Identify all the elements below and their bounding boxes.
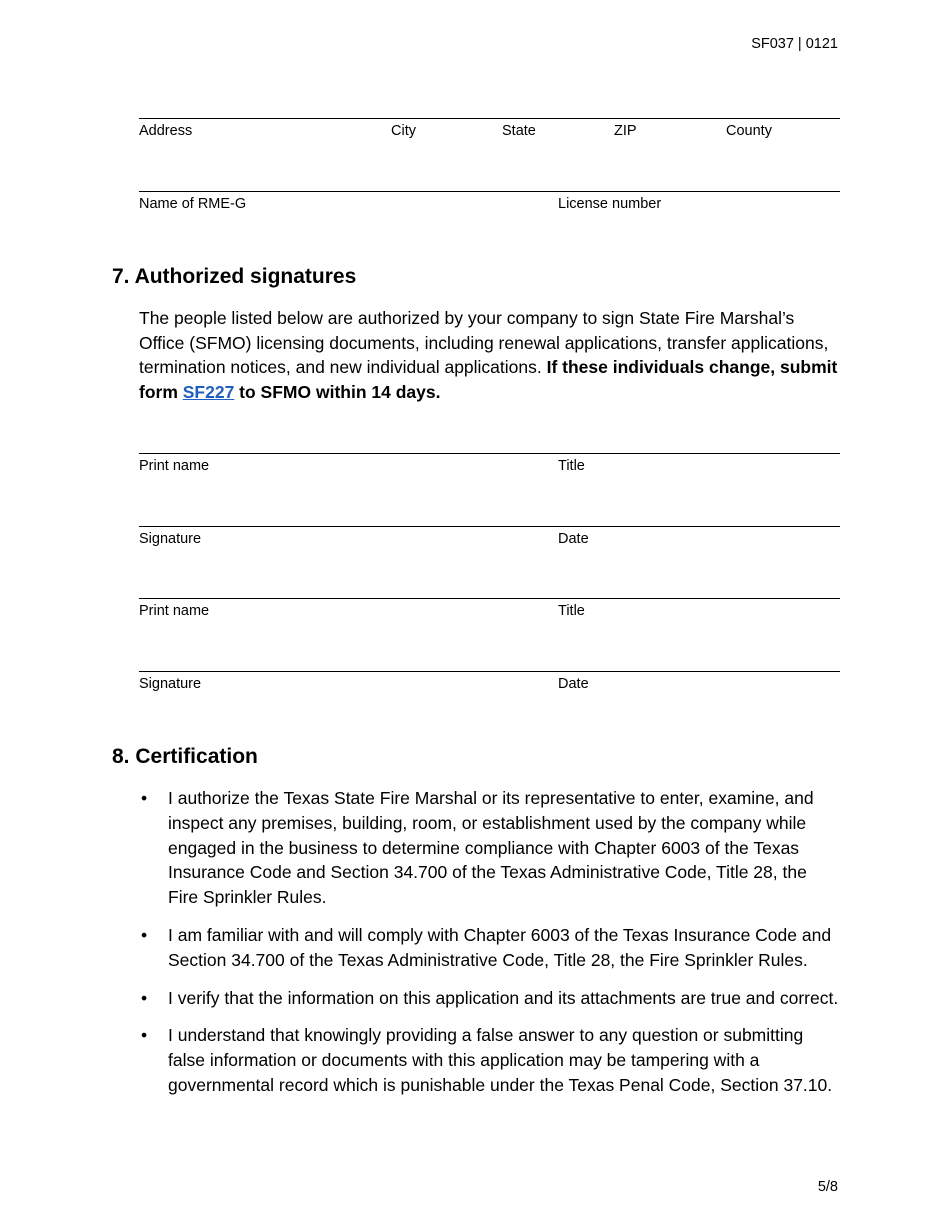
- bullet-icon: •: [141, 924, 148, 945]
- list-item: [139, 986, 840, 1011]
- list-item: [139, 923, 840, 973]
- address-field-row[interactable]: [139, 118, 840, 159]
- page-number: 5/8: [817, 1179, 838, 1195]
- print-name-label: Print name: [139, 458, 210, 474]
- state-label: State: [502, 123, 536, 139]
- print-name-label: Print name: [139, 603, 210, 619]
- signature-label: Signature: [139, 531, 202, 547]
- section-8-title: 8. Certification: [112, 745, 258, 768]
- signer-2-name-row[interactable]: [139, 598, 840, 639]
- certification-text: I verify that the information on this application and its attachments are true and correct.: [168, 987, 839, 1008]
- intro-text: The people listed below are authorized by your company to sign State Fire Marshal’s Office (SFMO) licensing documents, including renewal applications, transfer applications, termination notices, and new individual applications.: [139, 308, 829, 377]
- bullet-icon: •: [141, 788, 148, 808]
- list-item: [139, 1023, 840, 1097]
- date-label: Date: [558, 676, 589, 692]
- certification-list: [139, 786, 840, 1111]
- form-id: SF037 | 0121: [751, 36, 838, 52]
- list-item: [139, 786, 840, 910]
- sf227-link[interactable]: SF227: [182, 381, 235, 402]
- date-label: Date: [558, 531, 589, 547]
- title-label: Title: [558, 603, 585, 619]
- signature-label: Signature: [139, 676, 202, 692]
- bullet-icon: •: [141, 987, 148, 1008]
- county-label: County: [726, 123, 772, 139]
- rme-field-row[interactable]: [139, 191, 840, 232]
- intro-bold-2: to SFMO within 14 days.: [234, 381, 441, 402]
- signer-1-name-row[interactable]: [139, 453, 840, 494]
- signer-2-signature-row[interactable]: [139, 671, 840, 712]
- address-label: Address: [139, 123, 193, 139]
- section-7-title: 7. Authorized signatures: [112, 265, 357, 288]
- license-number-label: License number: [558, 196, 662, 212]
- rme-name-label: Name of RME-G: [139, 196, 247, 212]
- bullet-icon: •: [141, 1025, 148, 1046]
- certification-text: I authorize the Texas State Fire Marshal or its representative to enter, examine, and inspect any premises, building, room, or establishment used by the company while engaged in the business to determine compliance with Chapter 6003 of the Texas Insurance Code and Section 34.700 of the Texas Administrative Code, Title 28, the Fire Sprinkler Rules.: [168, 788, 814, 908]
- signer-1-signature-row[interactable]: [139, 526, 840, 567]
- zip-label: ZIP: [614, 123, 637, 139]
- certification-text: I understand that knowingly providing a false answer to any question or submitting false information or documents with this application may be tampering with a governmental record which is punishable under the Texas Penal Code, Section 37.10.: [168, 1025, 833, 1095]
- intro-bold-1: If these individuals change, submit form: [139, 357, 838, 402]
- certification-text: I am familiar with and will comply with Chapter 6003 of the Texas Insurance Code and Section 34.700 of the Texas Administrative Code, Title 28, the Fire Sprinkler Rules.: [168, 924, 832, 970]
- city-label: City: [391, 123, 416, 139]
- title-label: Title: [558, 458, 585, 474]
- section-7-intro: [139, 306, 840, 404]
